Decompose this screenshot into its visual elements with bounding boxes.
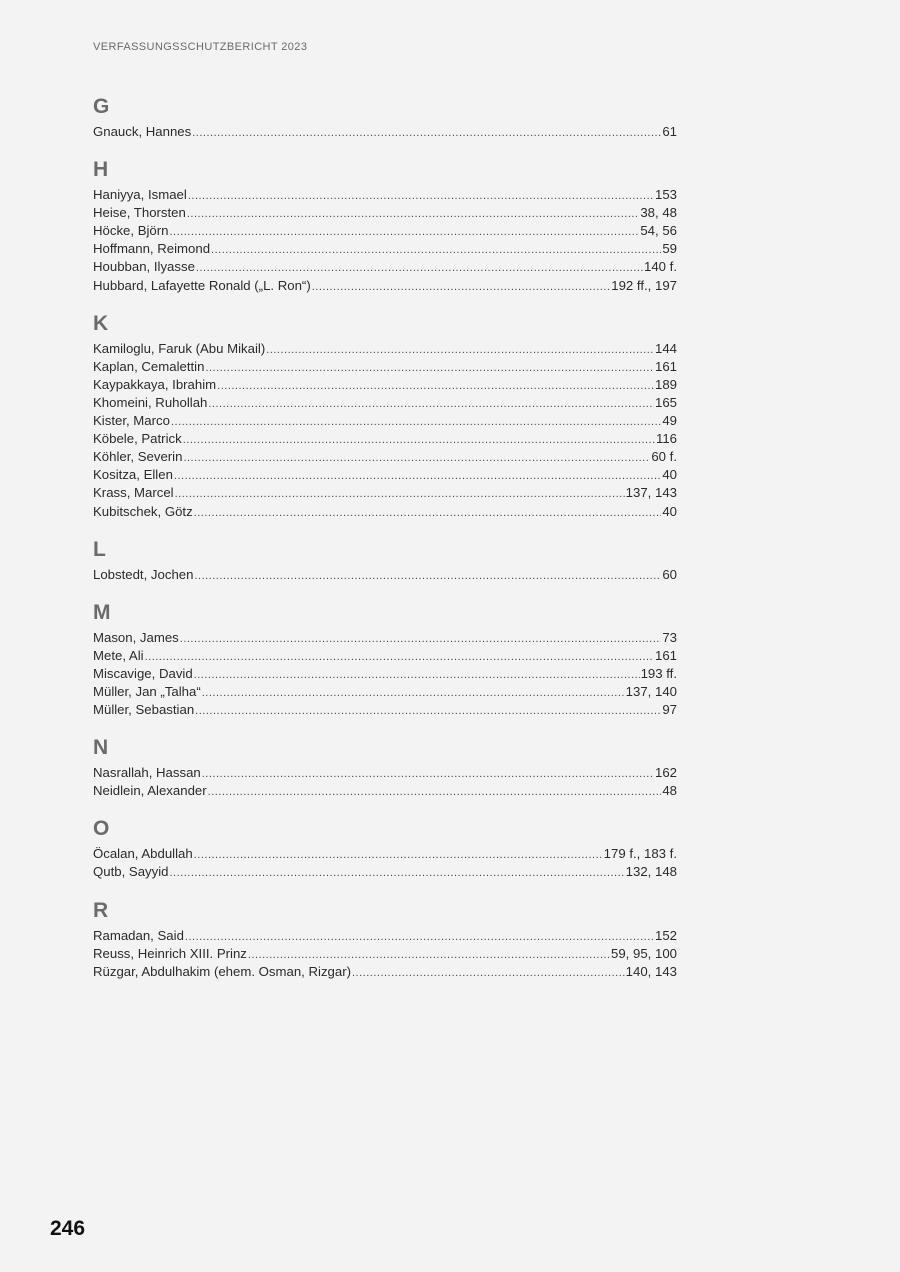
entry-pages: 162	[654, 765, 677, 781]
index-entry	[93, 340, 677, 358]
index-entry	[93, 466, 677, 484]
dot-leader	[180, 630, 662, 648]
index-section	[93, 814, 677, 881]
index-entry	[93, 683, 677, 701]
entry-pages: 165	[654, 394, 677, 410]
index-entry	[93, 647, 677, 665]
index-entry	[93, 358, 677, 376]
index-entry	[93, 376, 677, 394]
entry-name: Heise, Thorsten	[93, 205, 186, 221]
index-entry	[93, 845, 677, 863]
index-section	[93, 733, 677, 800]
index-entry	[93, 186, 677, 204]
entry-pages: 116	[655, 431, 677, 447]
entry-pages: 40	[662, 467, 677, 483]
entry-name: Reuss, Heinrich XIII. Prinz	[93, 945, 247, 961]
entry-pages: 49	[662, 413, 677, 429]
dot-leader	[185, 928, 654, 946]
entry-pages: 179 f., 183 f.	[603, 846, 677, 862]
entry-name: Müller, Sebastian	[93, 702, 195, 718]
entry-name: Ramadan, Said	[93, 927, 184, 943]
dot-leader	[352, 964, 625, 982]
index-section	[93, 309, 677, 521]
index-entry	[93, 412, 677, 430]
running-head: VERFASSUNGSSCHUTZBERICHT 2023	[93, 41, 308, 53]
dot-leader	[194, 666, 640, 684]
index-entry	[93, 448, 677, 466]
section-letter: M	[93, 600, 111, 624]
dot-leader	[202, 684, 625, 702]
entry-name: Mete, Ali	[93, 647, 144, 663]
entry-name: Gnauck, Hannes	[93, 124, 192, 139]
dot-leader	[174, 467, 661, 485]
dot-leader	[175, 485, 625, 503]
index-entry	[93, 258, 677, 276]
entry-pages: 132, 148	[625, 864, 677, 880]
entry-name: Köhler, Severin	[93, 449, 183, 465]
entry-name: Houbban, Ilyasse	[93, 259, 195, 275]
entry-pages: 140, 143	[625, 963, 677, 979]
entry-name: Haniyya, Ismael	[93, 187, 187, 203]
index-entry	[93, 430, 677, 448]
index-entry	[93, 863, 677, 881]
dot-leader	[192, 124, 661, 142]
entry-name: Öcalan, Abdullah	[93, 846, 193, 862]
section-letter: K	[93, 311, 109, 335]
entry-name: Kubitschek, Götz	[93, 503, 193, 519]
index-entry	[93, 484, 677, 502]
entry-pages: 60	[662, 566, 677, 582]
dot-leader	[205, 359, 654, 377]
dot-leader	[183, 431, 655, 449]
entry-name: Lobstedt, Jochen	[93, 566, 194, 582]
section-letter: H	[93, 158, 109, 182]
section-letter: G	[93, 95, 110, 118]
dot-leader	[188, 187, 654, 205]
index-entry	[93, 204, 677, 222]
dot-leader	[187, 205, 639, 223]
section-letter: N	[93, 736, 109, 760]
entry-pages: 48	[662, 783, 677, 799]
dot-leader	[194, 504, 662, 522]
entry-name: Kaplan, Cemalettin	[93, 358, 205, 374]
index-section	[93, 92, 677, 141]
index-section	[93, 598, 677, 719]
entry-pages: 97	[662, 702, 677, 718]
entry-name: Rüzgar, Abdulhakim (ehem. Osman, Rizgar)	[93, 963, 351, 979]
entry-name: Miscavige, David	[93, 665, 193, 681]
dot-leader	[312, 278, 611, 296]
entry-pages: 73	[662, 629, 677, 645]
entry-pages: 59, 95, 100	[611, 945, 677, 961]
entry-pages: 137, 143	[625, 485, 677, 501]
dot-leader	[208, 395, 654, 413]
entry-name: Neidlein, Alexander	[93, 783, 207, 799]
entry-name: Kamiloglu, Faruk (Abu Mikail)	[93, 340, 266, 356]
index-section	[93, 896, 677, 981]
entry-pages: 140 f.	[644, 259, 677, 275]
entry-pages: 153	[654, 187, 677, 203]
section-letter: O	[93, 817, 110, 841]
index-entry	[93, 240, 677, 258]
entry-pages: 54, 56	[640, 223, 677, 239]
dot-leader	[208, 783, 662, 801]
entry-name: Müller, Jan „Talha“	[93, 683, 201, 699]
person-index	[93, 92, 677, 995]
entry-pages: 59	[662, 241, 677, 257]
entry-pages: 193 ff.	[640, 665, 677, 681]
dot-leader	[170, 223, 640, 241]
dot-leader	[194, 846, 603, 864]
entry-pages: 152	[654, 927, 677, 943]
dot-leader	[266, 341, 654, 359]
entry-name: Qutb, Sayyid	[93, 864, 169, 880]
entry-pages: 144	[654, 340, 677, 356]
dot-leader	[211, 241, 661, 259]
dot-leader	[202, 765, 654, 783]
dot-leader	[170, 864, 625, 882]
entry-name: Höcke, Björn	[93, 223, 169, 239]
index-entry	[93, 503, 677, 521]
entry-name: Hoffmann, Reimond	[93, 241, 211, 257]
dot-leader	[195, 702, 661, 720]
index-entry	[93, 277, 677, 295]
dot-leader	[171, 413, 661, 431]
dot-leader	[196, 259, 643, 277]
entry-pages: 189	[654, 376, 677, 392]
entry-pages: 60 f.	[651, 449, 677, 465]
entry-pages: 61	[662, 124, 677, 139]
index-entry	[93, 629, 677, 647]
entry-pages: 161	[654, 647, 677, 663]
section-letter: L	[93, 537, 106, 561]
section-letter: R	[93, 898, 109, 922]
index-entry	[93, 701, 677, 719]
entry-name: Hubbard, Lafayette Ronald („L. Ron“)	[93, 277, 311, 293]
index-entry	[93, 665, 677, 683]
entry-name: Khomeini, Ruhollah	[93, 394, 208, 410]
dot-leader	[145, 648, 654, 666]
page-number: 246	[50, 1217, 86, 1240]
index-entry	[93, 566, 677, 584]
index-entry	[93, 945, 677, 963]
entry-name: Kositza, Ellen	[93, 467, 173, 483]
dot-leader	[183, 449, 650, 467]
entry-name: Mason, James	[93, 629, 179, 645]
entry-pages: 161	[654, 358, 677, 374]
index-entry	[93, 782, 677, 800]
dot-leader	[217, 377, 654, 395]
entry-pages: 40	[662, 503, 677, 519]
index-entry	[93, 963, 677, 981]
index-entry	[93, 764, 677, 782]
index-entry	[93, 222, 677, 240]
index-section	[93, 535, 677, 584]
dot-leader	[248, 946, 610, 964]
entry-pages: 137, 140	[625, 683, 677, 699]
entry-name: Kister, Marco	[93, 413, 170, 429]
index-entry	[93, 394, 677, 412]
entry-pages: 192 ff., 197	[611, 277, 677, 293]
entry-name: Kaypakkaya, Ibrahim	[93, 376, 217, 392]
dot-leader	[194, 567, 661, 585]
index-entry	[93, 123, 677, 141]
entry-name: Köbele, Patrick	[93, 431, 182, 447]
entry-name: Krass, Marcel	[93, 485, 174, 501]
index-entry	[93, 927, 677, 945]
entry-name: Nasrallah, Hassan	[93, 765, 201, 781]
entry-pages: 38, 48	[640, 205, 677, 221]
index-section	[93, 155, 677, 295]
